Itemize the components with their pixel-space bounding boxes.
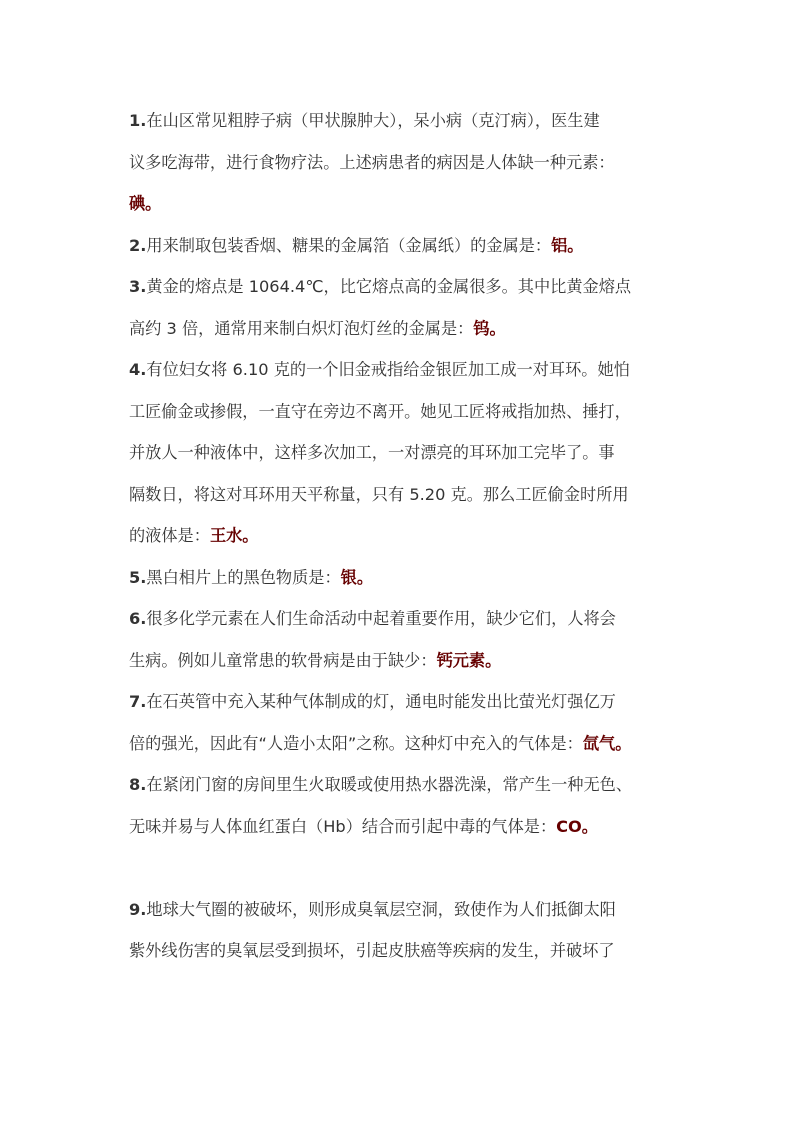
item-5-answer: 银。	[340, 567, 374, 587]
item-4-line-4	[129, 474, 674, 516]
item-6-number: 6.	[129, 609, 147, 628]
item-5-number: 5.	[129, 567, 147, 587]
item-4-line-5	[129, 515, 674, 557]
item-7-text-1: 在石英管中充入某种气体制成的灯，通电时能发出比萤光灯强亿万	[146, 692, 616, 711]
item-7-line-1	[129, 681, 674, 723]
item-4-text-3: 并放人一种液体中，这样多次加工，一对漂亮的耳环加工完毕了。事	[129, 443, 615, 462]
item-4-answer: 王水。	[209, 526, 259, 545]
item-4-number: 4.	[129, 360, 147, 379]
item-1-answer: 碘。	[129, 194, 162, 213]
item-8-line-2	[129, 806, 674, 848]
item-2-number: 2.	[129, 235, 147, 255]
question-list	[129, 100, 674, 972]
item-8-text-1: 在紧闭门窗的房间里生火取暖或使用热水器洗澡，常产生一种无色、	[146, 775, 633, 794]
item-6-line-2	[129, 640, 674, 682]
item-3-line-1	[129, 266, 674, 308]
item-6-text-1: 很多化学元素在人们生命活动中起着重要作用，缺少它们，人将会	[146, 609, 616, 628]
item-9-line-2	[129, 930, 674, 972]
item-9-line-1	[129, 889, 674, 931]
item-8-number: 8.	[129, 775, 147, 794]
item-1-text-2: 议多吃海带，进行食物疗法。上述病患者的病因是人体缺一种元素：	[129, 152, 615, 172]
item-3-answer: 钨。	[473, 318, 506, 338]
item-3-number: 3.	[129, 277, 147, 296]
item-7-number: 7.	[129, 692, 147, 711]
item-4-line-3	[129, 432, 674, 474]
item-8-text-2: 无味并易与人体血红蛋白（Hb）结合而引起中毒的气体是：	[129, 816, 557, 836]
item-7-text-2: 倍的强光，因此有“人造小太阳”之称。这种灯中充入的气体是：	[129, 733, 583, 753]
item-9-text-2: 紫外线伤害的臭氧层受到损坏，引起皮肤癌等疾病的发生，并破坏了	[129, 941, 615, 960]
item-4-line-2	[129, 391, 674, 433]
item-6-line-1	[129, 598, 674, 640]
item-6-answer: 钙元素。	[436, 650, 502, 670]
item-1-line-2	[129, 142, 674, 184]
item-4-text-4: 隔数日，将这对耳环用天平称量，只有 5.20 克。那么工匠偷金时所用	[129, 484, 629, 504]
item-1-line-3	[129, 183, 674, 225]
item-9-text-1: 地球大气圈的被破坏，则形成臭氧层空洞，致使作为人们抵御太阳	[146, 899, 616, 919]
item-1-text-1: 在山区常见粗脖子病（甲状腺肿大），呆小病（克汀病），医生建	[146, 111, 600, 130]
item-2-answer: 铝。	[551, 235, 584, 255]
item-3-line-2	[129, 308, 674, 350]
item-4-line-1	[129, 349, 674, 391]
item-6-text-2: 生病。例如儿童常患的软骨病是由于缺少：	[129, 650, 437, 670]
item-1-line-1	[129, 100, 674, 142]
item-4-text-5: 的液体是：	[129, 526, 210, 545]
item-8-line-1	[129, 764, 674, 806]
item-5-text-1: 黑白相片上的黑色物质是：	[146, 567, 341, 587]
item-3-text-1: 黄金的熔点是 1064.4℃，比它熔点高的金属很多。其中比黄金熔点	[146, 277, 632, 296]
item-1-number: 1.	[129, 111, 147, 130]
item-4-text-2: 工匠偷金或掺假，一直守在旁边不离开。她见工匠将戒指加热、捶打，	[129, 401, 631, 421]
item-7-line-2	[129, 723, 674, 765]
item-5-line-1	[129, 557, 674, 599]
paragraph-gap	[129, 847, 674, 889]
item-7-answer: 氙气。	[582, 733, 632, 753]
item-8-answer: CO。	[556, 816, 598, 836]
item-4-text-1: 有位妇女将 6.10 克的一个旧金戒指给金银匠加工成一对耳环。她怕	[146, 360, 630, 379]
item-2-text-1: 用来制取包装香烟、糖果的金属箔（金属纸）的金属是：	[146, 235, 552, 255]
item-2-line-1	[129, 225, 674, 267]
item-9-number: 9.	[129, 899, 147, 919]
item-3-text-2: 高约 3 倍，通常用来制白炽灯泡灯丝的金属是：	[129, 318, 474, 338]
